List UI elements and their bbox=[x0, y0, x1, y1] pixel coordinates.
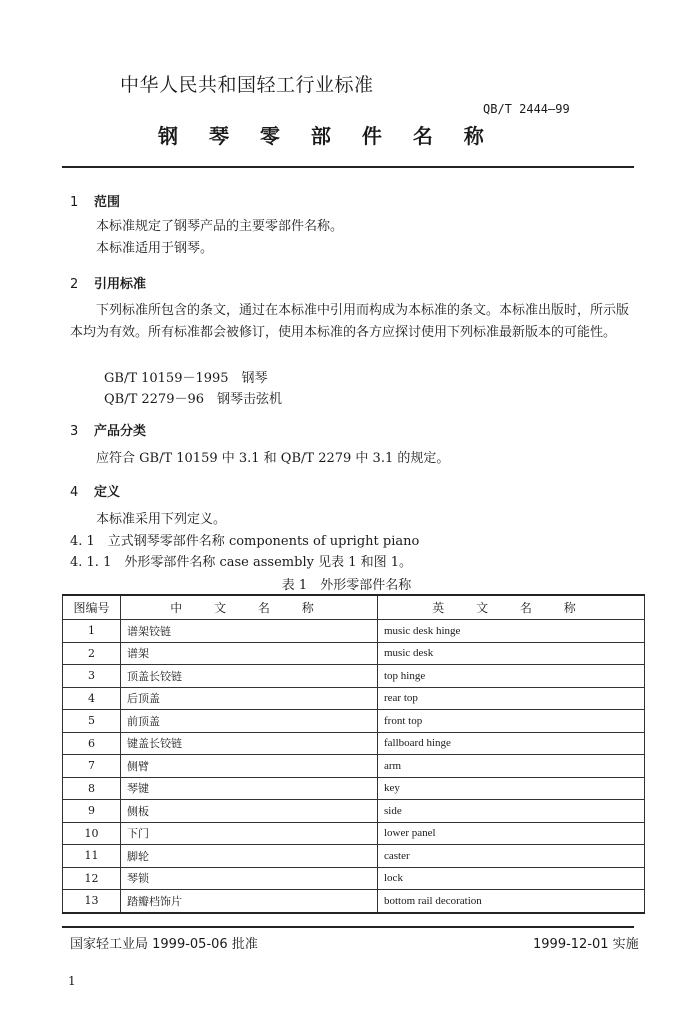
row-chinese-name: 下门 bbox=[121, 822, 378, 845]
section-2-paragraph: 下列标准所包含的条文，通过在本标准中引用而构成为本标准的条文。本标准出版时，所示版本均为有效。所有标准都会被修订，使用本标准的各方应探讨使用下列标准最新版本的可能性。 bbox=[70, 303, 630, 340]
section-4-paragraph: 本标准采用下列定义。 bbox=[96, 512, 227, 527]
row-number: 6 bbox=[63, 732, 121, 755]
section-4-number: 4 bbox=[70, 485, 79, 500]
row-chinese-name: 谱架 bbox=[121, 642, 378, 665]
row-english-name: front top bbox=[378, 710, 645, 733]
implementation-date: 1999-12-01 实施 bbox=[533, 937, 639, 952]
section-1-title: 范围 bbox=[94, 195, 121, 210]
row-number: 12 bbox=[63, 867, 121, 890]
table-row bbox=[63, 845, 645, 868]
row-number: 11 bbox=[63, 845, 121, 868]
section-2-heading bbox=[70, 273, 146, 292]
row-english-name: side bbox=[378, 800, 645, 823]
table-row bbox=[63, 822, 645, 845]
table-row bbox=[63, 800, 645, 823]
table-caption: 表 1 外形零部件名称 bbox=[281, 578, 412, 593]
table-row bbox=[63, 620, 645, 643]
section-3-paragraph: 应符合 GB/T 10159 中 3.1 和 QB/T 2279 中 3.1 的规定。 bbox=[96, 451, 450, 466]
row-english-name: music desk hinge bbox=[378, 620, 645, 643]
row-english-name: rear top bbox=[378, 687, 645, 710]
table-row bbox=[63, 642, 645, 665]
table-row bbox=[63, 867, 645, 890]
row-english-name: arm bbox=[378, 755, 645, 778]
table-row bbox=[63, 777, 645, 800]
row-english-name: key bbox=[378, 777, 645, 800]
row-number: 7 bbox=[63, 755, 121, 778]
row-chinese-name: 顶盖长铰链 bbox=[121, 665, 378, 688]
table-row bbox=[63, 755, 645, 778]
row-number: 13 bbox=[63, 890, 121, 913]
section-4-heading bbox=[70, 481, 120, 500]
row-chinese-name: 琴键 bbox=[121, 777, 378, 800]
row-number: 9 bbox=[63, 800, 121, 823]
row-english-name: music desk bbox=[378, 642, 645, 665]
row-number: 2 bbox=[63, 642, 121, 665]
section-4-title: 定义 bbox=[94, 485, 121, 500]
row-english-name: fallboard hinge bbox=[378, 732, 645, 755]
table-row bbox=[63, 732, 645, 755]
table-row bbox=[63, 710, 645, 733]
reference-gb-t-10159: GB/T 10159－1995 钢琴 bbox=[104, 371, 268, 386]
row-number: 10 bbox=[63, 822, 121, 845]
row-number: 8 bbox=[63, 777, 121, 800]
document-title: 钢 琴 零 部 件 名 称 bbox=[158, 124, 496, 148]
row-english-name: caster bbox=[378, 845, 645, 868]
table-row bbox=[63, 890, 645, 913]
section-2-number: 2 bbox=[70, 277, 79, 292]
row-chinese-name: 侧板 bbox=[121, 800, 378, 823]
row-chinese-name: 琴锁 bbox=[121, 867, 378, 890]
table-row bbox=[63, 687, 645, 710]
row-number: 3 bbox=[63, 665, 121, 688]
section-2-title: 引用标准 bbox=[94, 277, 147, 292]
header-english-name: 英 文 名 称 bbox=[378, 595, 645, 620]
table-row bbox=[63, 665, 645, 688]
header-figure-number: 图编号 bbox=[63, 595, 121, 620]
row-english-name: lower panel bbox=[378, 822, 645, 845]
subsection-4-1: 4. 1 立式钢琴零部件名称 components of upright piano bbox=[70, 534, 420, 549]
footer-rule bbox=[62, 926, 634, 928]
row-english-name: top hinge bbox=[378, 665, 645, 688]
section-1-number: 1 bbox=[70, 195, 79, 210]
row-english-name: bottom rail decoration bbox=[378, 890, 645, 913]
row-number: 1 bbox=[63, 620, 121, 643]
row-chinese-name: 谱架铰链 bbox=[121, 620, 378, 643]
standard-code: QB/T 2444—99 bbox=[483, 102, 570, 116]
row-chinese-name: 侧臂 bbox=[121, 755, 378, 778]
parts-table bbox=[62, 594, 645, 914]
section-1-line-2: 本标准适用于钢琴。 bbox=[96, 241, 214, 256]
header-rule bbox=[62, 166, 634, 168]
page-number: 1 bbox=[68, 974, 76, 988]
reference-qb-t-2279: QB/T 2279－96 钢琴击弦机 bbox=[104, 392, 283, 407]
row-chinese-name: 键盖长铰链 bbox=[121, 732, 378, 755]
row-chinese-name: 踏瓣档饰片 bbox=[121, 890, 378, 913]
row-number: 4 bbox=[63, 687, 121, 710]
approval-date: 国家轻工业局 1999-05-06 批准 bbox=[70, 937, 258, 952]
table-header-row bbox=[63, 595, 645, 620]
section-1-line-1: 本标准规定了钢琴产品的主要零部件名称。 bbox=[96, 219, 344, 234]
section-3-title: 产品分类 bbox=[94, 424, 147, 439]
header-chinese-name: 中 文 名 称 bbox=[121, 595, 378, 620]
section-3-heading bbox=[70, 420, 146, 439]
subsection-4-1-1: 4. 1. 1 外形零部件名称 case assembly 见表 1 和图 1。 bbox=[70, 555, 413, 570]
row-chinese-name: 前顶盖 bbox=[121, 710, 378, 733]
section-3-number: 3 bbox=[70, 424, 79, 439]
section-1-heading bbox=[70, 191, 120, 210]
row-english-name: lock bbox=[378, 867, 645, 890]
row-chinese-name: 后顶盖 bbox=[121, 687, 378, 710]
standard-organization: 中华人民共和国轻工行业标准 bbox=[120, 74, 374, 96]
row-number: 5 bbox=[63, 710, 121, 733]
row-chinese-name: 脚轮 bbox=[121, 845, 378, 868]
